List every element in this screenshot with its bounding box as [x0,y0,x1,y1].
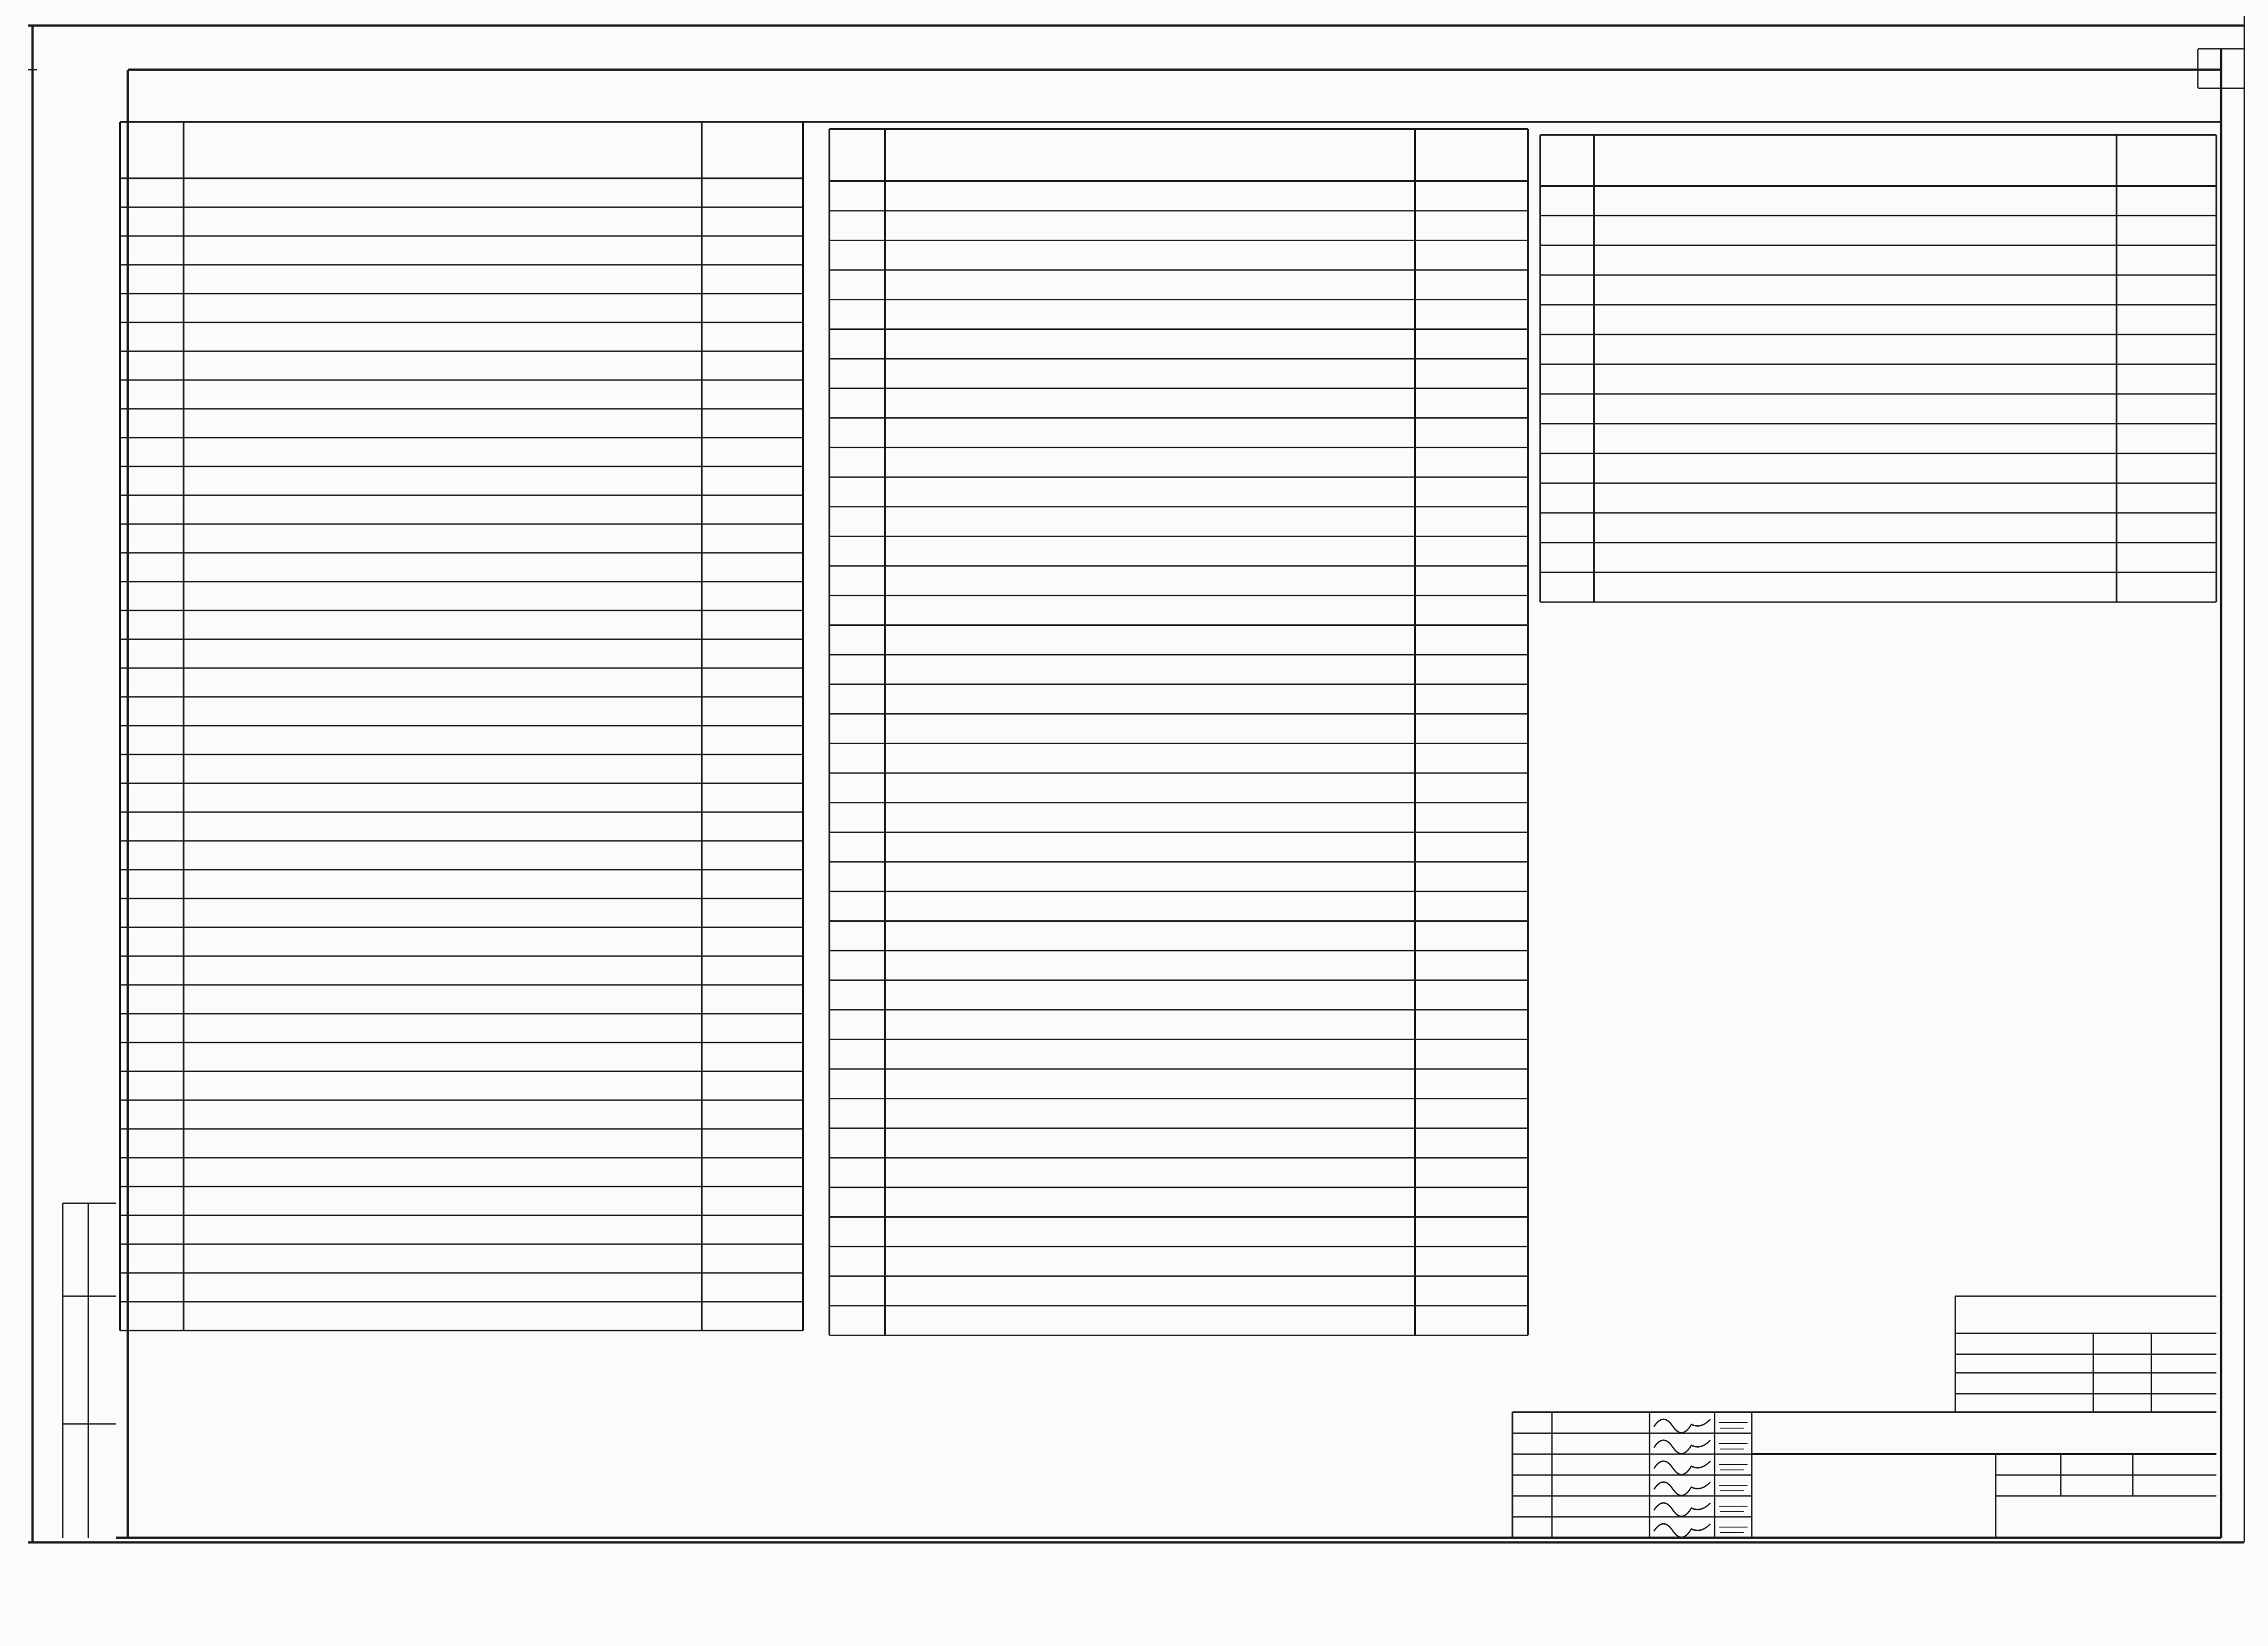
date-scribble [1719,1485,1747,1491]
signature-scribble [1654,1524,1710,1537]
signature-scribble [1654,1419,1710,1433]
date-scribble [1719,1527,1747,1533]
signature-scribble [1654,1461,1710,1475]
date-scribble [1719,1506,1747,1512]
date-scribble [1719,1464,1747,1470]
date-scribble [1719,1443,1747,1449]
date-scribble [1719,1423,1747,1428]
signature-scribble [1654,1503,1710,1516]
signature-scribble [1654,1440,1710,1454]
signature-scribble [1654,1482,1710,1495]
